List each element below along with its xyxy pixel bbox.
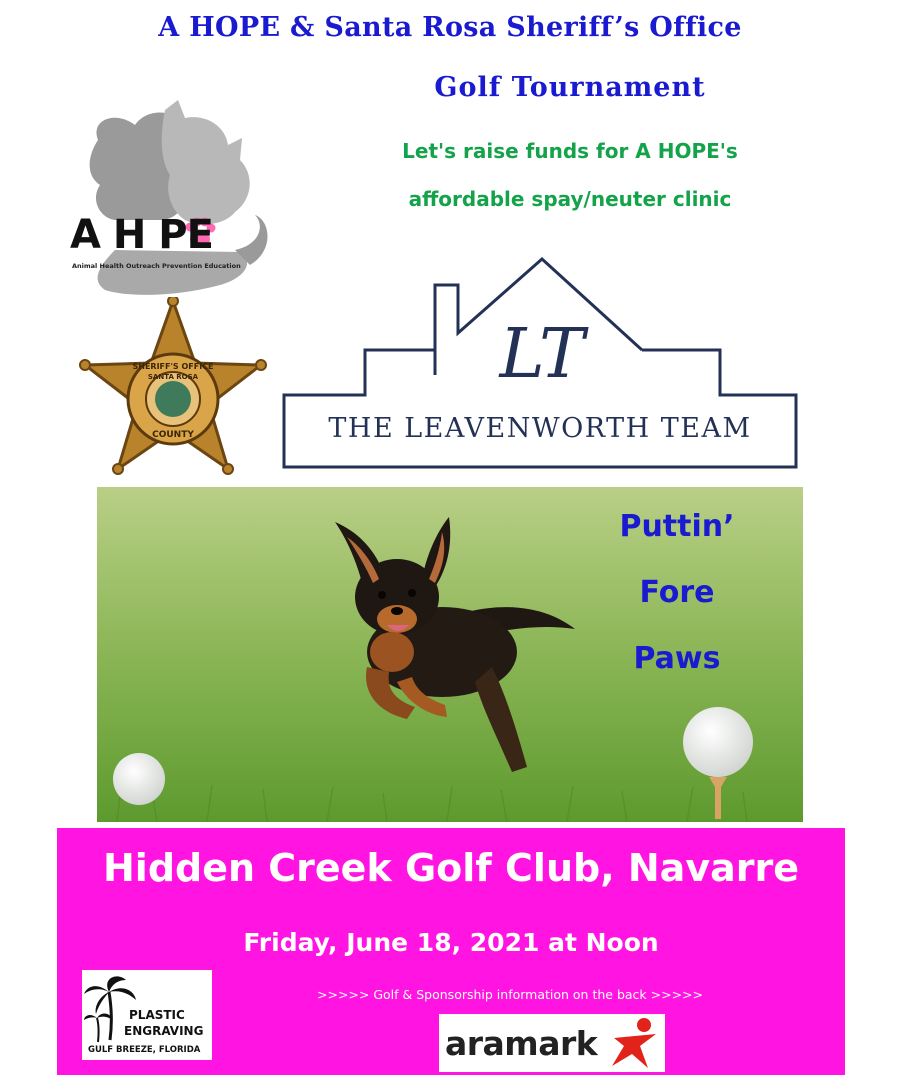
sheriff-ring-mid: SANTA ROSA — [147, 373, 199, 381]
cat-dog-silhouette-icon — [60, 100, 290, 300]
aramark-logo — [439, 1014, 665, 1072]
ahope-logo — [60, 100, 290, 300]
sponsorship-info: >>>>> Golf & Sponsorship information on the back >>>>> — [317, 987, 703, 1002]
aramark-star-figure-icon — [604, 1016, 664, 1071]
slogan-line2: Fore — [639, 575, 715, 610]
plastic-engraving-line3: GULF BREEZE, FLORIDA — [88, 1045, 201, 1055]
sheriff-star-icon — [78, 297, 268, 487]
plastic-engraving-line2: ENGRAVING — [124, 1024, 204, 1038]
ahope-subtitle: Animal Health Outreach Prevention Education — [72, 262, 241, 270]
leavenworth-monogram: LT — [499, 315, 585, 394]
flyer-title-line1: A HOPE & Santa Rosa Sheriff’s Office — [158, 12, 742, 43]
slogan-line3: Paws — [633, 641, 721, 676]
plastic-engraving-line1: PLASTIC — [129, 1008, 185, 1022]
sheriff-ring-bottom: COUNTY — [152, 430, 194, 440]
leavenworth-team-logo — [280, 255, 800, 470]
tagline-line1: Let's raise funds for A HOPE's — [402, 139, 738, 163]
golf-ball-left — [113, 753, 165, 805]
golf-ball-right — [683, 707, 753, 777]
tagline-line2: affordable spay/neuter clinic — [408, 187, 732, 211]
sheriff-ring-top: SHERIFF'S OFFICE — [132, 362, 214, 371]
sheriff-badge — [78, 297, 268, 487]
aramark-wordmark: aramark — [445, 1024, 598, 1063]
leavenworth-name: THE LEAVENWORTH TEAM — [328, 413, 752, 444]
flyer-title-line2: Golf Tournament — [434, 72, 706, 103]
ahope-wordmark: A H PE — [70, 212, 213, 258]
venue-name: Hidden Creek Golf Club, Navarre — [103, 846, 799, 890]
event-details-panel — [57, 828, 845, 1075]
plastic-engraving-logo — [82, 970, 212, 1060]
dog-golf-photo — [97, 487, 803, 822]
slogan-line1: Puttin’ — [619, 509, 735, 544]
event-date: Friday, June 18, 2021 at Noon — [243, 928, 659, 957]
